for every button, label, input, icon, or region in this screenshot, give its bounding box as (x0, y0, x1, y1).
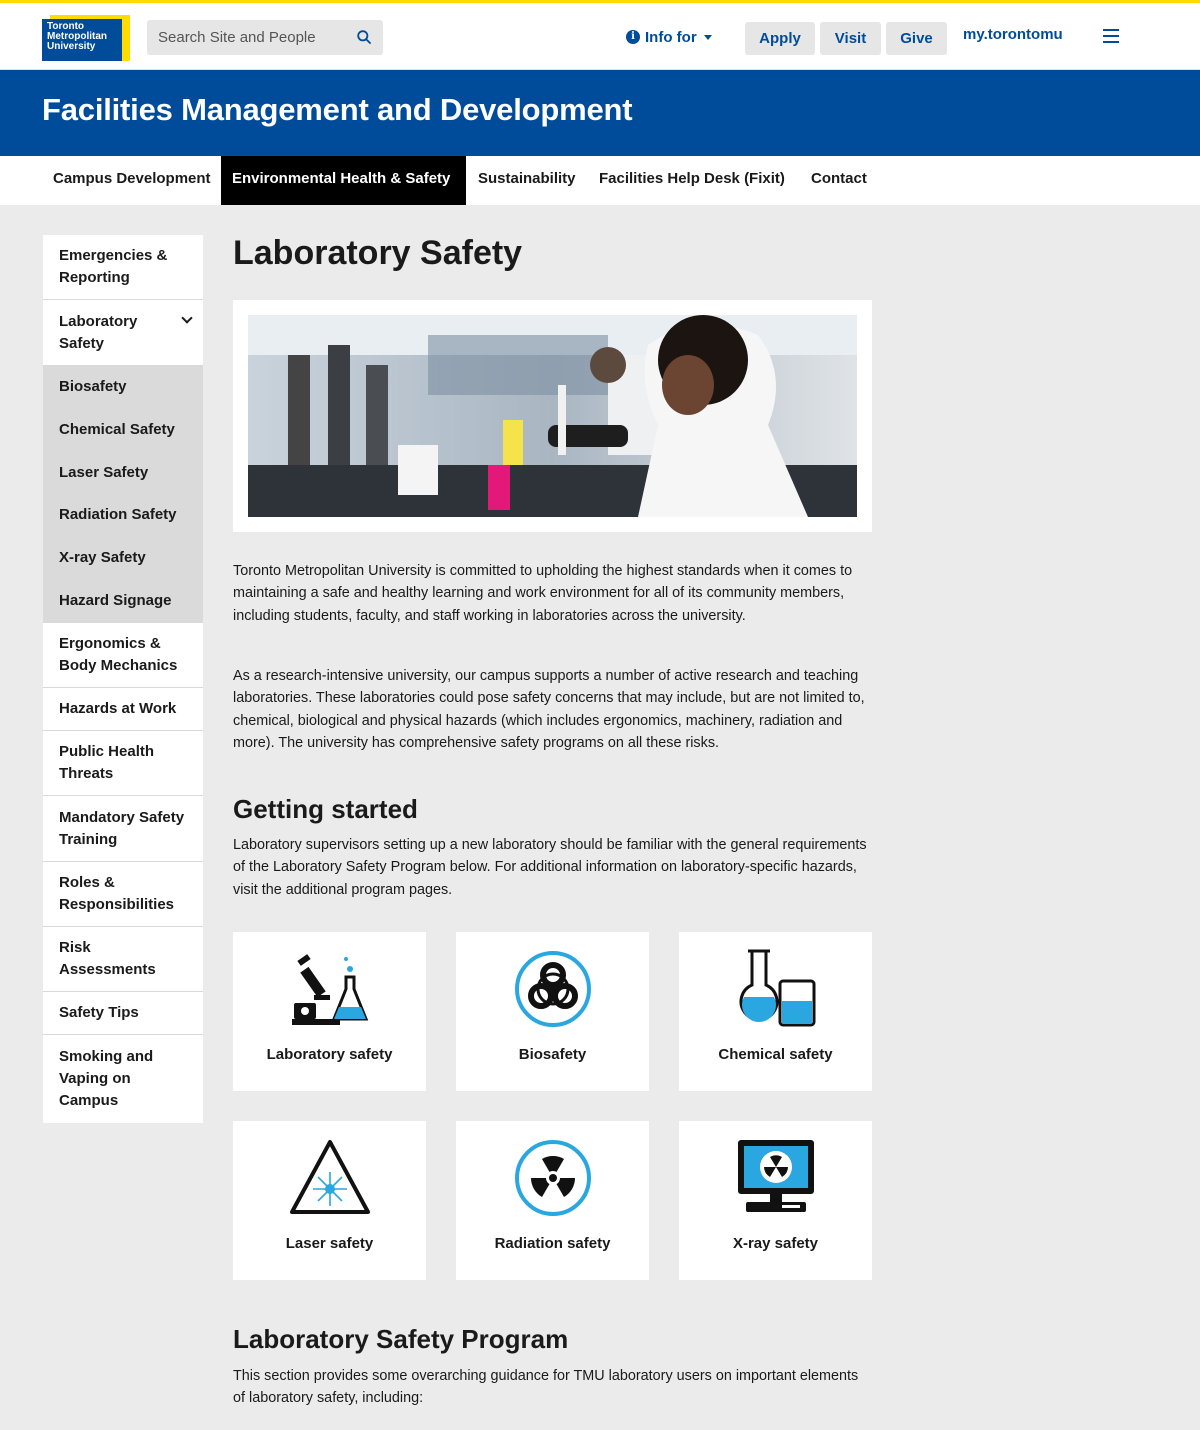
sidebar-item-label: Roles & Responsibilities (59, 874, 175, 913)
tab-sustainability[interactable]: Sustainability (478, 170, 576, 187)
sidebar-item-laser-safety[interactable] (43, 452, 203, 494)
sidebar-item-label: Hazard Signage (59, 592, 172, 609)
hero-image (248, 315, 857, 517)
biohazard-icon (511, 947, 595, 1031)
program-text: This section provides some overarching guidance for TMU laboratory users on important elements of laboratory safety, including: (233, 1368, 859, 1407)
info-for-dropdown[interactable] (626, 26, 712, 48)
sidebar-item-roles-responsibilities[interactable] (43, 862, 203, 927)
sidebar-item-laboratory-safety[interactable] (43, 300, 203, 366)
site-banner (0, 70, 1200, 156)
logo-text-line: University (47, 41, 96, 52)
sidebar-item-hazard-signage[interactable] (43, 580, 203, 623)
sidebar-item-emergencies-reporting[interactable] (43, 235, 203, 300)
sidebar-item-label: X-ray Safety (59, 549, 146, 566)
sidebar-item-radiation-safety[interactable] (43, 494, 203, 537)
hero-image-frame (233, 300, 872, 532)
sidebar-item-smoking-vaping[interactable] (43, 1035, 203, 1123)
sidebar-item-safety-tips[interactable] (43, 992, 203, 1035)
chevron-down-icon[interactable] (181, 312, 192, 323)
section-nav (0, 156, 1200, 205)
visit-button[interactable]: Visit (820, 22, 881, 55)
sidebar-nav (43, 235, 203, 1123)
search-input[interactable] (147, 20, 347, 55)
card-label: Biosafety (518, 1046, 587, 1063)
getting-started-heading: Getting started (233, 794, 418, 824)
menu-icon[interactable] (1103, 29, 1119, 43)
microscope-flask-icon (288, 947, 372, 1031)
sidebar-item-label: Risk Assessments (59, 939, 156, 978)
caret-down-icon (704, 35, 712, 40)
tab-environmental-health-safety[interactable]: Environmental Health & Safety (221, 156, 466, 205)
card-label: Chemical safety (718, 1046, 833, 1063)
laser-warning-icon (288, 1136, 372, 1220)
intro-paragraph-2: As a research-intensive university, our campus supports a number of active research and teaching laboratories. These laboratories could pose safety concerns that may include, but are not limited to, chemical, biological and physical hazards (which includes ergonomics, machinery, radiation and more). The university has comprehensive safety programs on all these risks. (233, 668, 865, 752)
card-xray-safety[interactable] (679, 1121, 872, 1280)
site-title[interactable]: Facilities Management and Development (42, 92, 633, 127)
sidebar-item-label: Ergonomics & Body Mechanics (59, 635, 178, 674)
logo-text-line: Metropolitan (47, 31, 107, 42)
sidebar-item-label: Mandatory Safety Training (59, 808, 185, 848)
sidebar-item-ergonomics[interactable] (43, 623, 203, 688)
sidebar-item-label: Hazards at Work (59, 700, 177, 717)
tab-contact[interactable]: Contact (811, 170, 867, 187)
card-laser-safety[interactable] (233, 1121, 426, 1280)
sidebar-item-xray-safety[interactable] (43, 537, 203, 580)
apply-button[interactable]: Apply (745, 22, 815, 55)
lab-photo-illustration (248, 315, 857, 517)
sidebar-item-label: Radiation Safety (59, 506, 177, 523)
sidebar-item-label: Laser Safety (59, 463, 149, 481)
sidebar-item-label: Biosafety (59, 378, 127, 395)
card-chemical-safety[interactable] (679, 932, 872, 1091)
card-label: Laboratory safety (266, 1046, 393, 1063)
intro-paragraph-1: Toronto Metropolitan University is committed to upholding the highest standards when it comes to maintaining a safe and healthy learning and work environment for all of its community members, including students, faculty, and staff working in laboratories across the university. (233, 563, 853, 624)
xray-monitor-icon (734, 1136, 818, 1220)
logo-blue-block (42, 19, 122, 61)
logo-text-line: Toronto (47, 21, 85, 32)
page-title: Laboratory Safety (233, 234, 523, 272)
card-label: Radiation safety (494, 1235, 611, 1252)
info-for-label: Info for (645, 28, 697, 46)
sidebar-item-label: Laboratory Safety (59, 312, 138, 352)
sidebar-item-label: Smoking and Vaping on Campus (59, 1048, 154, 1109)
card-laboratory-safety[interactable] (233, 932, 426, 1091)
radiation-icon (511, 1136, 595, 1220)
program-heading: Laboratory Safety Program (233, 1324, 569, 1354)
card-biosafety[interactable] (456, 932, 649, 1091)
card-label: Laser safety (285, 1235, 374, 1252)
chemical-flasks-icon (734, 947, 818, 1031)
getting-started-text: Laboratory supervisors setting up a new laboratory should be familiar with the general requirements of the Laboratory Safety Program below. For additional information on laboratory-specific hazards, visit the additional program pages. (233, 837, 867, 898)
give-button[interactable]: Give (886, 22, 947, 55)
my-torontomu-link[interactable]: my.torontomu (963, 26, 1063, 43)
info-icon: i (626, 30, 640, 44)
sidebar-item-label: Chemical Safety (59, 421, 175, 438)
search-icon[interactable] (357, 30, 371, 44)
card-radiation-safety[interactable] (456, 1121, 649, 1280)
university-logo[interactable] (42, 15, 130, 61)
sidebar-item-label: Emergencies & Reporting (59, 247, 168, 286)
card-label: X-ray safety (732, 1235, 819, 1252)
sidebar-item-biosafety[interactable] (43, 366, 203, 409)
sidebar-item-hazards-at-work[interactable] (43, 688, 203, 731)
sidebar-item-risk-assessments[interactable] (43, 927, 203, 992)
search-box (147, 20, 383, 55)
sidebar-item-label: Safety Tips (59, 1004, 139, 1021)
sidebar-item-public-health-threats[interactable] (43, 731, 203, 796)
sidebar-item-label: Public Health Threats (59, 743, 155, 782)
main-content (233, 230, 873, 1407)
tab-facilities-help-desk[interactable]: Facilities Help Desk (Fixit) (599, 170, 785, 187)
sidebar-item-mandatory-safety-training[interactable] (43, 796, 203, 862)
tab-campus-development[interactable]: Campus Development (53, 170, 211, 187)
top-bar (0, 0, 1200, 70)
sidebar-item-chemical-safety[interactable] (43, 409, 203, 452)
